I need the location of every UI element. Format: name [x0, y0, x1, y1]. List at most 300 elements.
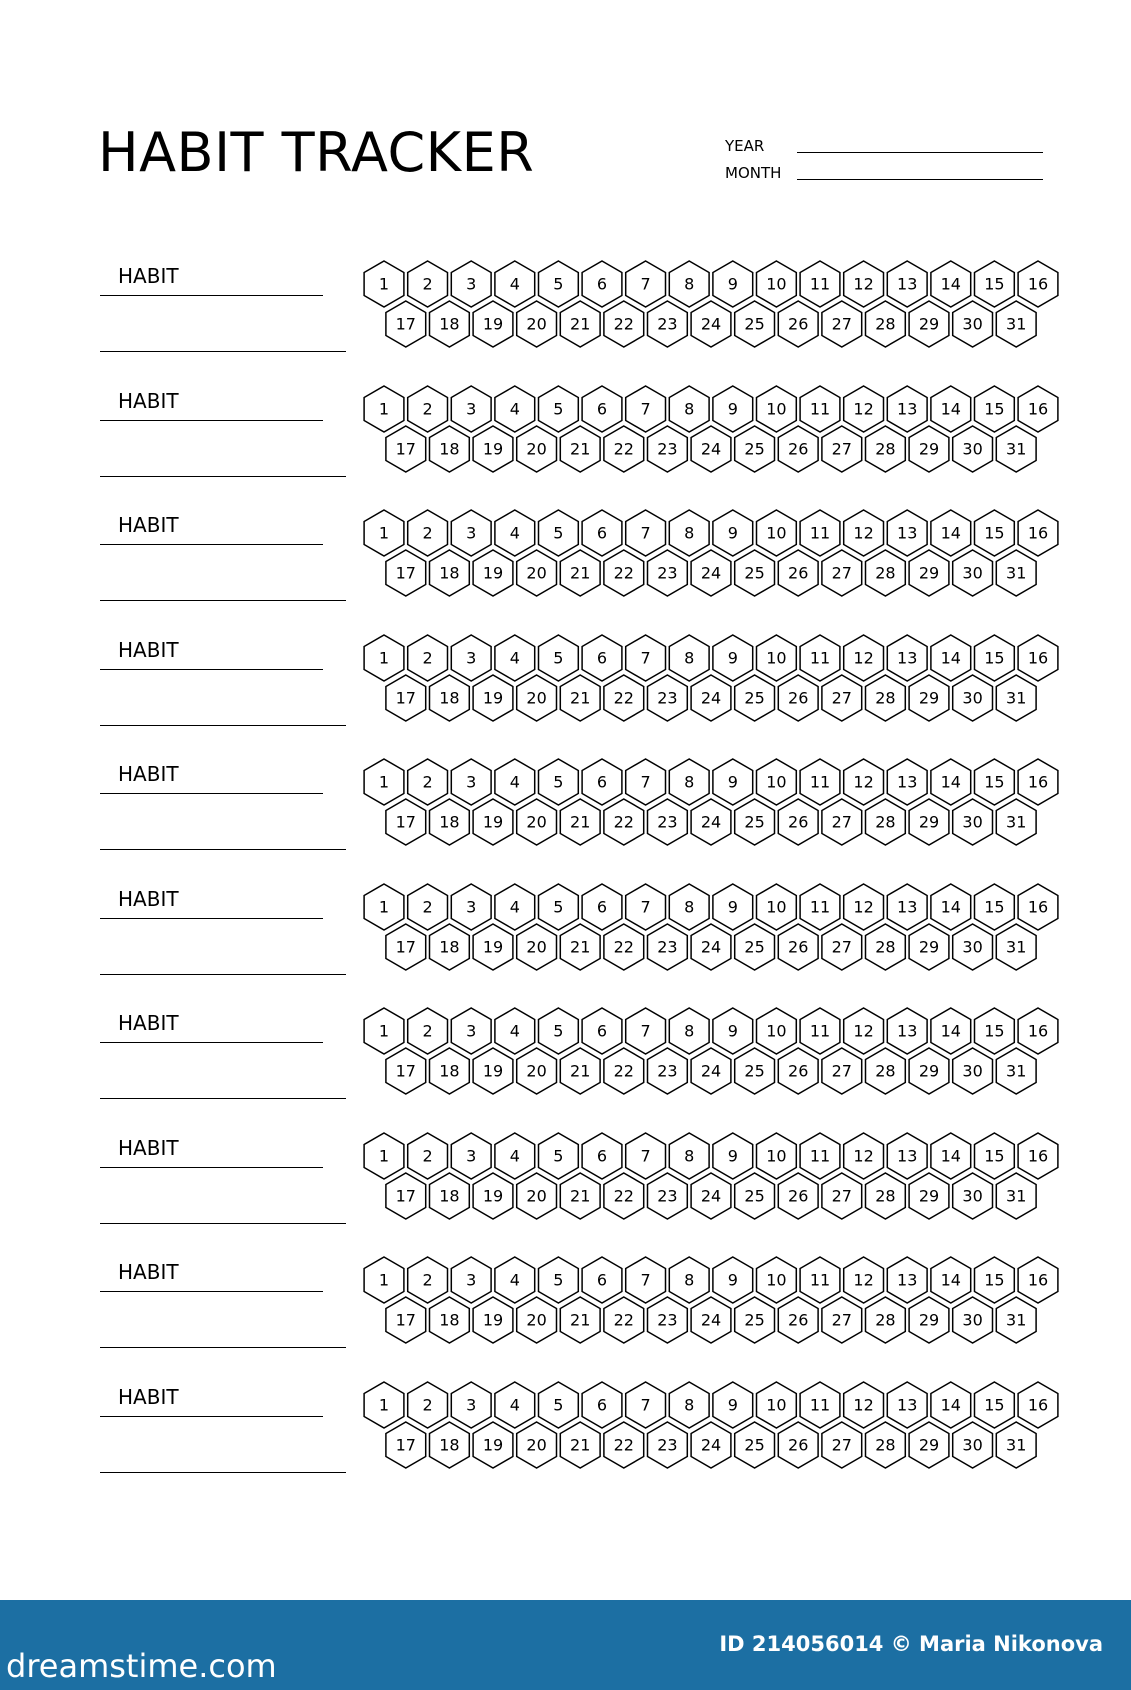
day-cell[interactable] — [386, 799, 426, 845]
day-cell[interactable] — [757, 1133, 797, 1179]
day-cell[interactable] — [539, 759, 579, 805]
day-cell[interactable] — [909, 1048, 949, 1094]
day-cell[interactable] — [408, 1382, 448, 1428]
day-cell[interactable] — [408, 1008, 448, 1054]
day-cell[interactable] — [517, 301, 557, 347]
day-cell[interactable] — [953, 924, 993, 970]
day-cell[interactable] — [364, 635, 404, 681]
day-cell[interactable] — [604, 924, 644, 970]
day-cell[interactable] — [408, 261, 448, 307]
day-cell[interactable] — [953, 550, 993, 596]
day-cell[interactable] — [517, 1297, 557, 1343]
day-cell[interactable] — [430, 1173, 470, 1219]
day-cell[interactable] — [408, 635, 448, 681]
day-cell[interactable] — [582, 510, 622, 556]
day-cell[interactable] — [626, 510, 666, 556]
day-cell[interactable] — [866, 301, 906, 347]
day-cell[interactable] — [735, 924, 775, 970]
day-cell[interactable] — [1018, 1257, 1058, 1303]
day-cell[interactable] — [473, 924, 513, 970]
day-cell[interactable] — [386, 1297, 426, 1343]
day-cell[interactable] — [560, 924, 600, 970]
day-cell[interactable] — [844, 386, 884, 432]
day-cell[interactable] — [495, 510, 535, 556]
day-cell[interactable] — [931, 510, 971, 556]
day-cell[interactable] — [931, 1382, 971, 1428]
day-cell[interactable] — [996, 799, 1036, 845]
day-cell[interactable] — [626, 759, 666, 805]
day-cell[interactable] — [975, 1257, 1015, 1303]
day-cell[interactable] — [430, 924, 470, 970]
day-cell[interactable] — [386, 550, 426, 596]
day-cell[interactable] — [430, 301, 470, 347]
day-cell[interactable] — [691, 675, 731, 721]
day-cell[interactable] — [887, 261, 927, 307]
day-cell[interactable] — [495, 1008, 535, 1054]
day-cell[interactable] — [975, 510, 1015, 556]
day-cell[interactable] — [669, 884, 709, 930]
day-cell[interactable] — [473, 550, 513, 596]
day-cell[interactable] — [866, 1297, 906, 1343]
day-cell[interactable] — [931, 1008, 971, 1054]
day-cell[interactable] — [996, 426, 1036, 472]
day-cell[interactable] — [669, 1133, 709, 1179]
habit-note-line[interactable] — [100, 1347, 346, 1348]
day-cell[interactable] — [582, 261, 622, 307]
day-cell[interactable] — [866, 1173, 906, 1219]
day-cell[interactable] — [909, 550, 949, 596]
day-cell[interactable] — [909, 1173, 949, 1219]
habit-name-line[interactable] — [100, 1291, 323, 1292]
day-cell[interactable] — [713, 635, 753, 681]
day-cell[interactable] — [648, 675, 688, 721]
day-cell[interactable] — [866, 550, 906, 596]
day-cell[interactable] — [669, 261, 709, 307]
day-cell[interactable] — [386, 1048, 426, 1094]
day-cell[interactable] — [539, 635, 579, 681]
day-cell[interactable] — [866, 1422, 906, 1468]
day-cell[interactable] — [800, 1008, 840, 1054]
day-cell[interactable] — [364, 386, 404, 432]
habit-note-line[interactable] — [100, 974, 346, 975]
day-cell[interactable] — [560, 675, 600, 721]
day-cell[interactable] — [800, 635, 840, 681]
day-cell[interactable] — [866, 1048, 906, 1094]
day-cell[interactable] — [539, 261, 579, 307]
day-cell[interactable] — [996, 550, 1036, 596]
day-cell[interactable] — [386, 924, 426, 970]
day-cell[interactable] — [648, 426, 688, 472]
day-cell[interactable] — [909, 1422, 949, 1468]
habit-note-line[interactable] — [100, 1223, 346, 1224]
day-cell[interactable] — [430, 1297, 470, 1343]
day-cell[interactable] — [691, 1297, 731, 1343]
day-cell[interactable] — [364, 261, 404, 307]
day-cell[interactable] — [648, 1422, 688, 1468]
day-cell[interactable] — [517, 1048, 557, 1094]
habit-note-line[interactable] — [100, 1098, 346, 1099]
day-cell[interactable] — [539, 1382, 579, 1428]
day-cell[interactable] — [604, 1048, 644, 1094]
day-cell[interactable] — [451, 759, 491, 805]
day-cell[interactable] — [451, 635, 491, 681]
day-cell[interactable] — [430, 675, 470, 721]
day-cell[interactable] — [560, 1048, 600, 1094]
day-cell[interactable] — [364, 1257, 404, 1303]
day-cell[interactable] — [713, 1382, 753, 1428]
habit-name-line[interactable] — [100, 669, 323, 670]
habit-note-line[interactable] — [100, 849, 346, 850]
day-cell[interactable] — [430, 1422, 470, 1468]
day-cell[interactable] — [866, 675, 906, 721]
day-cell[interactable] — [778, 675, 818, 721]
day-cell[interactable] — [953, 799, 993, 845]
day-cell[interactable] — [451, 261, 491, 307]
day-cell[interactable] — [1018, 1133, 1058, 1179]
day-cell[interactable] — [451, 1133, 491, 1179]
day-cell[interactable] — [582, 759, 622, 805]
day-cell[interactable] — [408, 386, 448, 432]
day-cell[interactable] — [473, 1297, 513, 1343]
day-cell[interactable] — [626, 1133, 666, 1179]
day-cell[interactable] — [778, 550, 818, 596]
day-cell[interactable] — [996, 1173, 1036, 1219]
habit-name-line[interactable] — [100, 918, 323, 919]
day-cell[interactable] — [800, 1257, 840, 1303]
day-cell[interactable] — [560, 550, 600, 596]
day-cell[interactable] — [735, 1173, 775, 1219]
day-cell[interactable] — [822, 550, 862, 596]
day-cell[interactable] — [778, 1422, 818, 1468]
day-cell[interactable] — [713, 1133, 753, 1179]
day-cell[interactable] — [669, 759, 709, 805]
day-cell[interactable] — [800, 261, 840, 307]
day-cell[interactable] — [822, 301, 862, 347]
day-cell[interactable] — [844, 884, 884, 930]
day-cell[interactable] — [582, 635, 622, 681]
day-cell[interactable] — [713, 386, 753, 432]
day-cell[interactable] — [778, 1297, 818, 1343]
day-cell[interactable] — [582, 386, 622, 432]
day-cell[interactable] — [691, 1422, 731, 1468]
day-cell[interactable] — [604, 550, 644, 596]
day-cell[interactable] — [778, 301, 818, 347]
habit-note-line[interactable] — [100, 600, 346, 601]
day-cell[interactable] — [1018, 1382, 1058, 1428]
day-cell[interactable] — [408, 1133, 448, 1179]
day-cell[interactable] — [408, 1257, 448, 1303]
day-cell[interactable] — [430, 1048, 470, 1094]
day-cell[interactable] — [822, 426, 862, 472]
day-cell[interactable] — [560, 426, 600, 472]
day-cell[interactable] — [582, 1257, 622, 1303]
day-cell[interactable] — [364, 1133, 404, 1179]
day-cell[interactable] — [844, 510, 884, 556]
day-cell[interactable] — [931, 1257, 971, 1303]
day-cell[interactable] — [800, 1382, 840, 1428]
day-cell[interactable] — [866, 426, 906, 472]
day-cell[interactable] — [495, 386, 535, 432]
day-cell[interactable] — [669, 1008, 709, 1054]
day-cell[interactable] — [648, 1297, 688, 1343]
day-cell[interactable] — [844, 635, 884, 681]
day-cell[interactable] — [386, 1173, 426, 1219]
day-cell[interactable] — [757, 635, 797, 681]
day-cell[interactable] — [844, 759, 884, 805]
day-cell[interactable] — [517, 799, 557, 845]
day-cell[interactable] — [931, 261, 971, 307]
day-cell[interactable] — [822, 1173, 862, 1219]
day-cell[interactable] — [713, 1008, 753, 1054]
day-cell[interactable] — [1018, 884, 1058, 930]
day-cell[interactable] — [887, 884, 927, 930]
day-cell[interactable] — [931, 1133, 971, 1179]
day-cell[interactable] — [669, 386, 709, 432]
day-cell[interactable] — [560, 799, 600, 845]
day-cell[interactable] — [778, 924, 818, 970]
day-cell[interactable] — [430, 799, 470, 845]
day-cell[interactable] — [953, 1422, 993, 1468]
day-cell[interactable] — [822, 675, 862, 721]
day-cell[interactable] — [757, 261, 797, 307]
day-cell[interactable] — [757, 759, 797, 805]
day-cell[interactable] — [364, 759, 404, 805]
day-cell[interactable] — [604, 1297, 644, 1343]
day-cell[interactable] — [975, 386, 1015, 432]
day-cell[interactable] — [953, 301, 993, 347]
day-cell[interactable] — [626, 635, 666, 681]
habit-name-line[interactable] — [100, 295, 323, 296]
day-cell[interactable] — [626, 261, 666, 307]
day-cell[interactable] — [887, 1257, 927, 1303]
day-cell[interactable] — [975, 261, 1015, 307]
day-cell[interactable] — [451, 386, 491, 432]
day-cell[interactable] — [691, 550, 731, 596]
day-cell[interactable] — [778, 1173, 818, 1219]
day-cell[interactable] — [975, 759, 1015, 805]
day-cell[interactable] — [648, 799, 688, 845]
day-cell[interactable] — [604, 426, 644, 472]
day-cell[interactable] — [473, 675, 513, 721]
day-cell[interactable] — [844, 1133, 884, 1179]
day-cell[interactable] — [887, 1382, 927, 1428]
day-cell[interactable] — [713, 759, 753, 805]
day-cell[interactable] — [975, 635, 1015, 681]
day-cell[interactable] — [539, 1008, 579, 1054]
day-cell[interactable] — [386, 426, 426, 472]
day-cell[interactable] — [517, 1173, 557, 1219]
day-cell[interactable] — [517, 426, 557, 472]
day-cell[interactable] — [931, 884, 971, 930]
day-cell[interactable] — [778, 426, 818, 472]
day-cell[interactable] — [931, 759, 971, 805]
day-cell[interactable] — [495, 635, 535, 681]
day-cell[interactable] — [473, 1173, 513, 1219]
habit-note-line[interactable] — [100, 476, 346, 477]
day-cell[interactable] — [691, 924, 731, 970]
day-cell[interactable] — [822, 799, 862, 845]
day-cell[interactable] — [909, 426, 949, 472]
year-field[interactable] — [797, 152, 1043, 153]
day-cell[interactable] — [691, 1048, 731, 1094]
habit-name-line[interactable] — [100, 1042, 323, 1043]
day-cell[interactable] — [953, 1297, 993, 1343]
day-cell[interactable] — [844, 1382, 884, 1428]
day-cell[interactable] — [669, 635, 709, 681]
day-cell[interactable] — [604, 301, 644, 347]
day-cell[interactable] — [931, 635, 971, 681]
day-cell[interactable] — [887, 510, 927, 556]
day-cell[interactable] — [669, 510, 709, 556]
day-cell[interactable] — [604, 799, 644, 845]
day-cell[interactable] — [909, 301, 949, 347]
day-cell[interactable] — [691, 301, 731, 347]
day-cell[interactable] — [735, 675, 775, 721]
day-cell[interactable] — [386, 1422, 426, 1468]
day-cell[interactable] — [996, 924, 1036, 970]
day-cell[interactable] — [1018, 759, 1058, 805]
day-cell[interactable] — [669, 1382, 709, 1428]
day-cell[interactable] — [975, 884, 1015, 930]
day-cell[interactable] — [1018, 1008, 1058, 1054]
day-cell[interactable] — [735, 1422, 775, 1468]
day-cell[interactable] — [713, 1257, 753, 1303]
day-cell[interactable] — [473, 426, 513, 472]
day-cell[interactable] — [648, 301, 688, 347]
day-cell[interactable] — [1018, 261, 1058, 307]
day-cell[interactable] — [844, 261, 884, 307]
habit-name-line[interactable] — [100, 1167, 323, 1168]
day-cell[interactable] — [451, 510, 491, 556]
day-cell[interactable] — [757, 510, 797, 556]
habit-name-line[interactable] — [100, 793, 323, 794]
day-cell[interactable] — [800, 884, 840, 930]
day-cell[interactable] — [735, 550, 775, 596]
day-cell[interactable] — [517, 924, 557, 970]
day-cell[interactable] — [364, 884, 404, 930]
day-cell[interactable] — [604, 675, 644, 721]
day-cell[interactable] — [996, 1048, 1036, 1094]
day-cell[interactable] — [626, 884, 666, 930]
day-cell[interactable] — [648, 550, 688, 596]
day-cell[interactable] — [953, 1173, 993, 1219]
day-cell[interactable] — [364, 1008, 404, 1054]
day-cell[interactable] — [887, 1133, 927, 1179]
day-cell[interactable] — [626, 1008, 666, 1054]
day-cell[interactable] — [408, 510, 448, 556]
habit-name-line[interactable] — [100, 420, 323, 421]
habit-name-line[interactable] — [100, 1416, 323, 1417]
day-cell[interactable] — [539, 510, 579, 556]
day-cell[interactable] — [539, 1257, 579, 1303]
day-cell[interactable] — [495, 1257, 535, 1303]
habit-name-line[interactable] — [100, 544, 323, 545]
day-cell[interactable] — [473, 1048, 513, 1094]
day-cell[interactable] — [996, 1297, 1036, 1343]
day-cell[interactable] — [386, 301, 426, 347]
day-cell[interactable] — [887, 386, 927, 432]
day-cell[interactable] — [713, 884, 753, 930]
day-cell[interactable] — [539, 1133, 579, 1179]
day-cell[interactable] — [778, 1048, 818, 1094]
day-cell[interactable] — [800, 759, 840, 805]
day-cell[interactable] — [626, 386, 666, 432]
day-cell[interactable] — [473, 799, 513, 845]
day-cell[interactable] — [560, 1173, 600, 1219]
day-cell[interactable] — [517, 1422, 557, 1468]
day-cell[interactable] — [451, 1382, 491, 1428]
day-cell[interactable] — [866, 799, 906, 845]
habit-note-line[interactable] — [100, 351, 346, 352]
day-cell[interactable] — [800, 510, 840, 556]
day-cell[interactable] — [909, 675, 949, 721]
day-cell[interactable] — [364, 1382, 404, 1428]
day-cell[interactable] — [582, 884, 622, 930]
day-cell[interactable] — [560, 301, 600, 347]
day-cell[interactable] — [778, 799, 818, 845]
day-cell[interactable] — [408, 759, 448, 805]
day-cell[interactable] — [648, 1048, 688, 1094]
day-cell[interactable] — [582, 1382, 622, 1428]
day-cell[interactable] — [975, 1008, 1015, 1054]
day-cell[interactable] — [822, 1297, 862, 1343]
day-cell[interactable] — [996, 675, 1036, 721]
day-cell[interactable] — [953, 1048, 993, 1094]
day-cell[interactable] — [451, 1257, 491, 1303]
day-cell[interactable] — [887, 1008, 927, 1054]
day-cell[interactable] — [560, 1422, 600, 1468]
day-cell[interactable] — [822, 1422, 862, 1468]
day-cell[interactable] — [648, 1173, 688, 1219]
day-cell[interactable] — [495, 759, 535, 805]
day-cell[interactable] — [844, 1257, 884, 1303]
day-cell[interactable] — [757, 386, 797, 432]
day-cell[interactable] — [909, 1297, 949, 1343]
day-cell[interactable] — [691, 1173, 731, 1219]
day-cell[interactable] — [1018, 635, 1058, 681]
day-cell[interactable] — [473, 301, 513, 347]
day-cell[interactable] — [844, 1008, 884, 1054]
day-cell[interactable] — [735, 799, 775, 845]
day-cell[interactable] — [800, 386, 840, 432]
day-cell[interactable] — [800, 1133, 840, 1179]
day-cell[interactable] — [560, 1297, 600, 1343]
day-cell[interactable] — [495, 1133, 535, 1179]
day-cell[interactable] — [735, 1048, 775, 1094]
day-cell[interactable] — [430, 550, 470, 596]
day-cell[interactable] — [517, 675, 557, 721]
day-cell[interactable] — [648, 924, 688, 970]
day-cell[interactable] — [757, 1382, 797, 1428]
day-cell[interactable] — [669, 1257, 709, 1303]
day-cell[interactable] — [909, 799, 949, 845]
day-cell[interactable] — [1018, 386, 1058, 432]
day-cell[interactable] — [887, 759, 927, 805]
day-cell[interactable] — [866, 924, 906, 970]
day-cell[interactable] — [822, 924, 862, 970]
habit-note-line[interactable] — [100, 1472, 346, 1473]
day-cell[interactable] — [539, 386, 579, 432]
day-cell[interactable] — [582, 1008, 622, 1054]
day-cell[interactable] — [495, 261, 535, 307]
day-cell[interactable] — [386, 675, 426, 721]
day-cell[interactable] — [495, 1382, 535, 1428]
day-cell[interactable] — [953, 675, 993, 721]
day-cell[interactable] — [364, 510, 404, 556]
day-cell[interactable] — [626, 1257, 666, 1303]
day-cell[interactable] — [996, 1422, 1036, 1468]
day-cell[interactable] — [735, 301, 775, 347]
